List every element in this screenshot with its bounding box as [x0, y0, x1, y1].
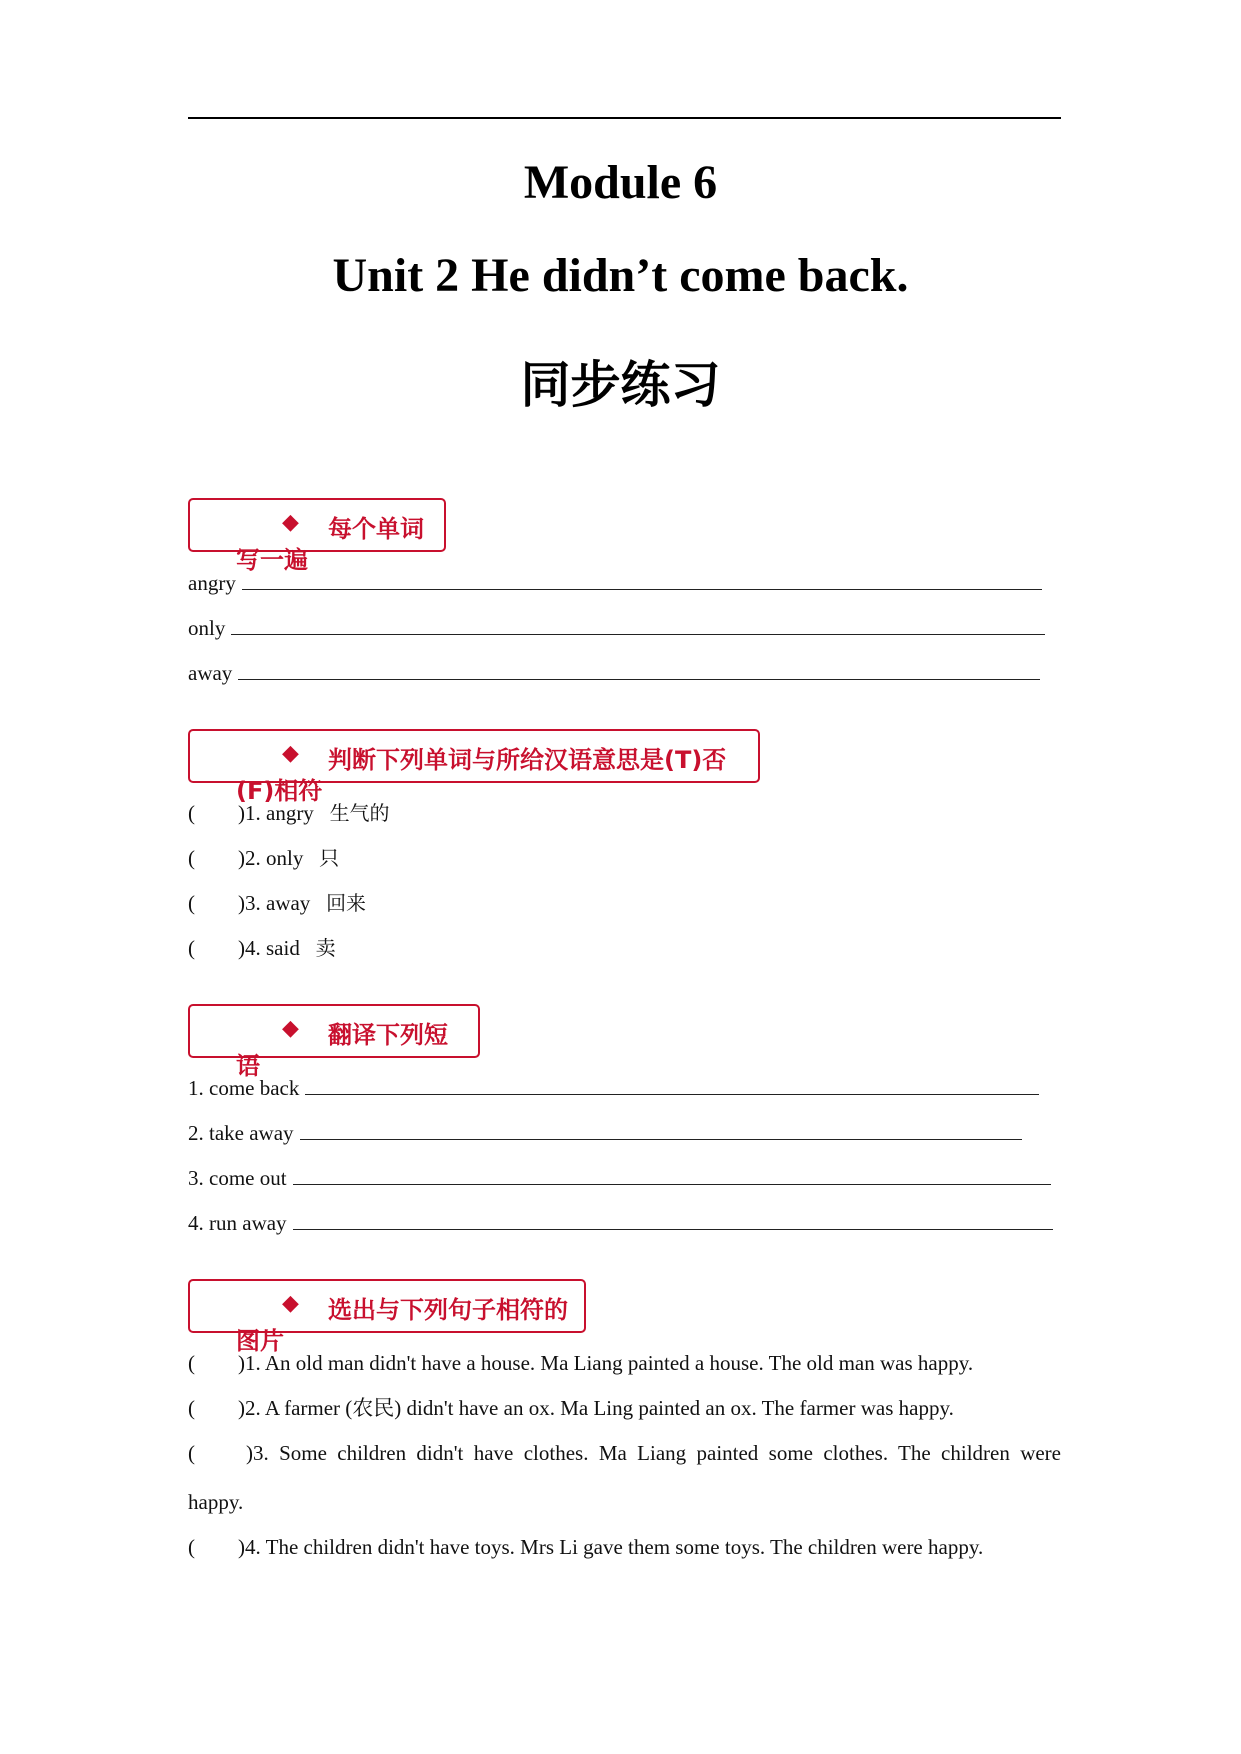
match-item-3: ( )3. Some children didn't have clothes. Ma Liang painted some clothes. The children were [188, 1441, 1061, 1465]
answer-paren[interactable]: ( [188, 1351, 195, 1375]
diamond-icon: ◆ [282, 509, 299, 534]
tf-item-1: ( )1. angry 生气的 [188, 801, 390, 825]
answer-blank[interactable] [293, 1211, 1053, 1230]
word-label: angry [188, 571, 236, 595]
copy-line-only [188, 616, 1045, 640]
answer-blank[interactable] [231, 616, 1045, 635]
section-header-true-false [188, 729, 760, 805]
translate-item-1: 1. come back [188, 1076, 1039, 1100]
section-header-match-pictures [188, 1279, 586, 1355]
answer-blank[interactable] [293, 1166, 1051, 1185]
copy-line-away [188, 661, 1040, 685]
top-rule [188, 117, 1061, 119]
copy-line-angry [188, 571, 1042, 595]
answer-blank[interactable] [242, 571, 1042, 590]
translate-item-2: 2. take away [188, 1121, 1022, 1145]
answer-blank[interactable] [305, 1076, 1039, 1095]
answer-blank[interactable] [238, 661, 1040, 680]
section-header-copy-words [188, 498, 446, 574]
answer-paren[interactable]: ( [188, 1396, 195, 1420]
translate-item-3: 3. come out [188, 1166, 1051, 1190]
answer-paren[interactable]: ( [188, 1535, 195, 1559]
answer-paren[interactable]: ( [188, 936, 195, 960]
section-label: 每个单词 [328, 515, 424, 543]
section-header-translate [188, 1004, 480, 1080]
module-title: Module 6 [523, 156, 718, 209]
diamond-icon: ◆ [282, 1015, 299, 1040]
diamond-icon: ◆ [282, 740, 299, 765]
tf-item-3: ( )3. away 回来 [188, 891, 367, 915]
diamond-icon: ◆ [282, 1290, 299, 1315]
section-label-overflow: (F)相符 [236, 777, 323, 805]
section-label-overflow: 图片 [236, 1327, 284, 1355]
translate-item-4: 4. run away [188, 1211, 1053, 1235]
answer-paren[interactable]: ( [188, 1441, 195, 1465]
section-label-overflow: 语 [236, 1052, 260, 1080]
word-label: away [188, 661, 233, 685]
section-label: 选出与下列句子相符的 [328, 1296, 568, 1324]
match-item-2: ( )2. A farmer (农民) didn't have an ox. Ma Ling painted an ox. The farmer was happy. [188, 1396, 954, 1420]
section-label: 翻译下列短 [328, 1021, 448, 1049]
tf-item-2: ( )2. only 只 [188, 846, 340, 870]
section-label-overflow: 写一遍 [236, 546, 308, 574]
answer-paren[interactable]: ( [188, 801, 195, 825]
section-label: 判断下列单词与所给汉语意思是(T)否 [328, 746, 727, 774]
exercise-title: 同步练习 [520, 355, 721, 414]
match-item-3-continued: happy. [188, 1490, 244, 1514]
tf-item-4: ( )4. said 卖 [188, 936, 336, 960]
word-label: only [188, 616, 226, 640]
match-item-1: ( )1. An old man didn't have a house. Ma Liang painted a house. The old man was happy. [188, 1351, 974, 1375]
unit-title: Unit 2 He didn’t come back. [332, 249, 909, 302]
answer-paren[interactable]: ( [188, 891, 195, 915]
match-item-4: ( )4. The children didn't have toys. Mrs Li gave them some toys. The children were happy. [188, 1535, 984, 1559]
answer-blank[interactable] [300, 1121, 1022, 1140]
answer-paren[interactable]: ( [188, 846, 195, 870]
